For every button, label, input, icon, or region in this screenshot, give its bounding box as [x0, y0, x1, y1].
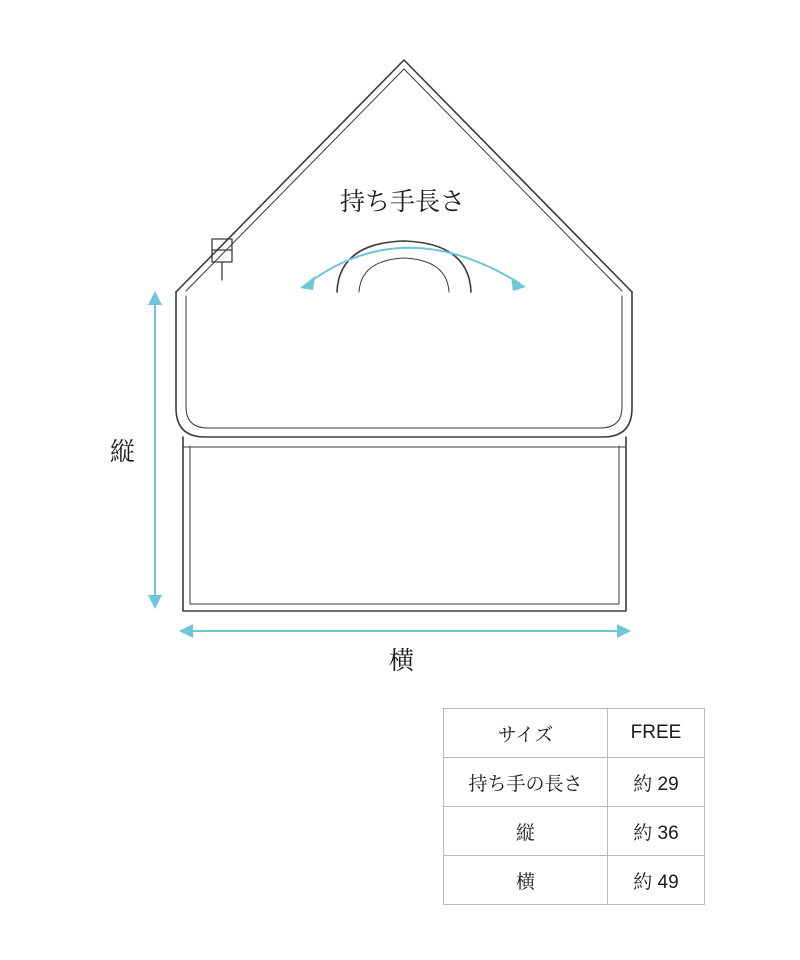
height-label: 縦 [110, 438, 136, 466]
table-cell-label: 縦 [444, 807, 608, 856]
table-cell-label: サイズ [444, 709, 608, 758]
bag-flap-panel [176, 292, 632, 437]
table-cell-value: 約 49 [608, 856, 705, 905]
table-row [444, 856, 705, 905]
width-arrow-head-left [179, 624, 193, 638]
handle-length-label: 持ち手長さ [340, 188, 466, 216]
handle-arrow-head-right [511, 277, 526, 291]
width-arrow-head-right [617, 624, 631, 638]
table-cell-label: 横 [444, 856, 608, 905]
table-row [444, 758, 705, 807]
width-label: 横 [389, 647, 415, 675]
bag-body-inner-line [190, 446, 619, 604]
height-arrow-head-bottom [148, 595, 162, 609]
table-row [444, 807, 705, 856]
bag-flap-outline [176, 60, 632, 292]
table-cell-value: FREE [608, 709, 705, 758]
table-cell-label: 持ち手の長さ [444, 758, 608, 807]
height-arrow-head-top [148, 291, 162, 305]
bag-body-outline [183, 437, 626, 611]
table-cell-value: 約 36 [608, 807, 705, 856]
table-cell-value: 約 29 [608, 758, 705, 807]
bag-flap-panel-inner [186, 296, 622, 428]
bag-handle-inner [359, 258, 449, 292]
size-table [443, 708, 705, 905]
handle-arrow-head-left [300, 276, 315, 290]
table-row [444, 709, 705, 758]
arrow-heads [148, 276, 631, 638]
